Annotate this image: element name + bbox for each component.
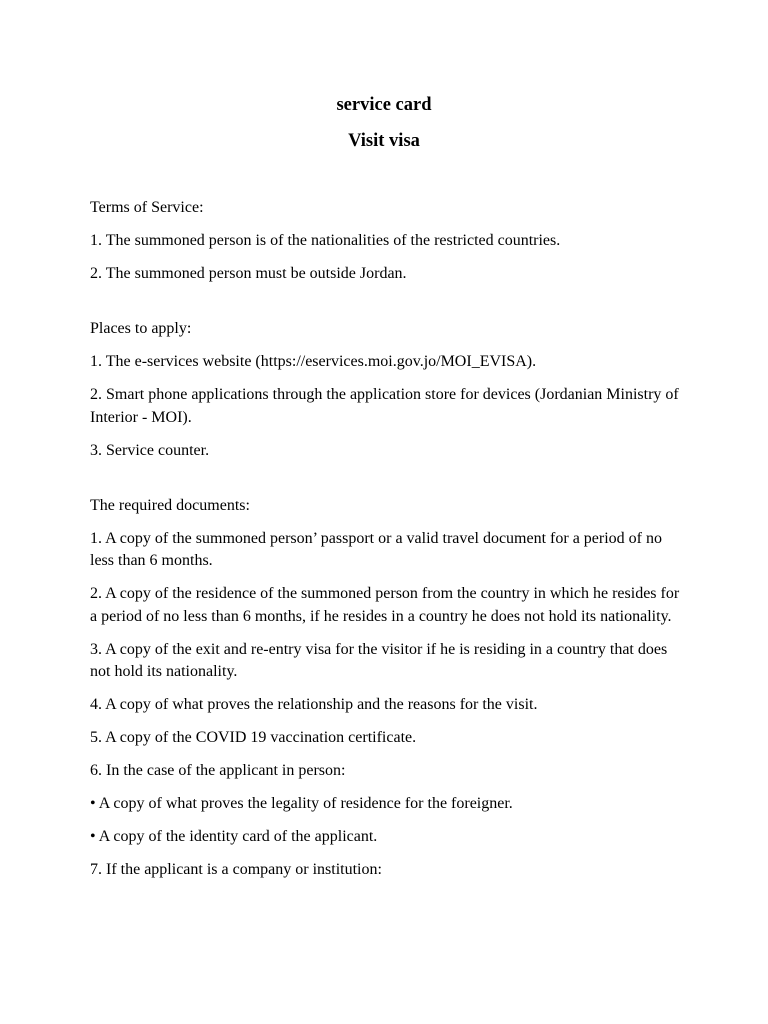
bullet-item: • A copy of the identity card of the applicant. [90, 828, 378, 845]
list-item: 2. The summoned person must be outside Jordan. [90, 265, 407, 282]
document-title: service card [336, 95, 432, 115]
list-item: 4. A copy of what proves the relationship and the reasons for the visit. [90, 696, 538, 713]
list-item: 3. A copy of the exit and re-entry visa for the visitor if he is residing in a country that does not hold its nationality. [90, 640, 668, 680]
section-heading: Places to apply: [90, 320, 192, 337]
bullet-item: • A copy of what proves the legality of residence for the foreigner. [90, 795, 513, 812]
section-spacer [90, 296, 680, 318]
section-terms [90, 197, 680, 286]
list-item: 1. The e-services website (https://eservices.moi.gov.jo/MOI_EVISA). [90, 353, 537, 370]
list-item: 7. If the applicant is a company or institution: [90, 861, 382, 878]
section-heading: The required documents: [90, 496, 250, 514]
list-item: 6. In the case of the applicant in person: [90, 762, 346, 779]
document-body [90, 197, 680, 892]
list-item: 2. Smart phone applications through the application store for devices (Jordanian Ministry of Interior - MOI). [90, 386, 679, 426]
section-documents [90, 495, 680, 882]
list-item: 3. Service counter. [90, 441, 210, 459]
section-places [90, 318, 680, 462]
section-heading: Terms of Service: [90, 199, 204, 216]
document-subtitle: Visit visa [348, 131, 420, 151]
list-item: 5. A copy of the COVID 19 vaccination certificate. [90, 729, 417, 746]
section-spacer [90, 473, 680, 495]
list-item: 1. A copy of the summoned person’ passport or a valid travel document for a period of no less than 6 months. [90, 529, 663, 569]
list-item: 1. The summoned person is of the nationalities of the restricted countries. [90, 232, 561, 249]
list-item: 2. A copy of the residence of the summoned person from the country in which he resides for a period of no less than 6 months, if he resides in a country he does not hold its nationality. [90, 585, 680, 625]
